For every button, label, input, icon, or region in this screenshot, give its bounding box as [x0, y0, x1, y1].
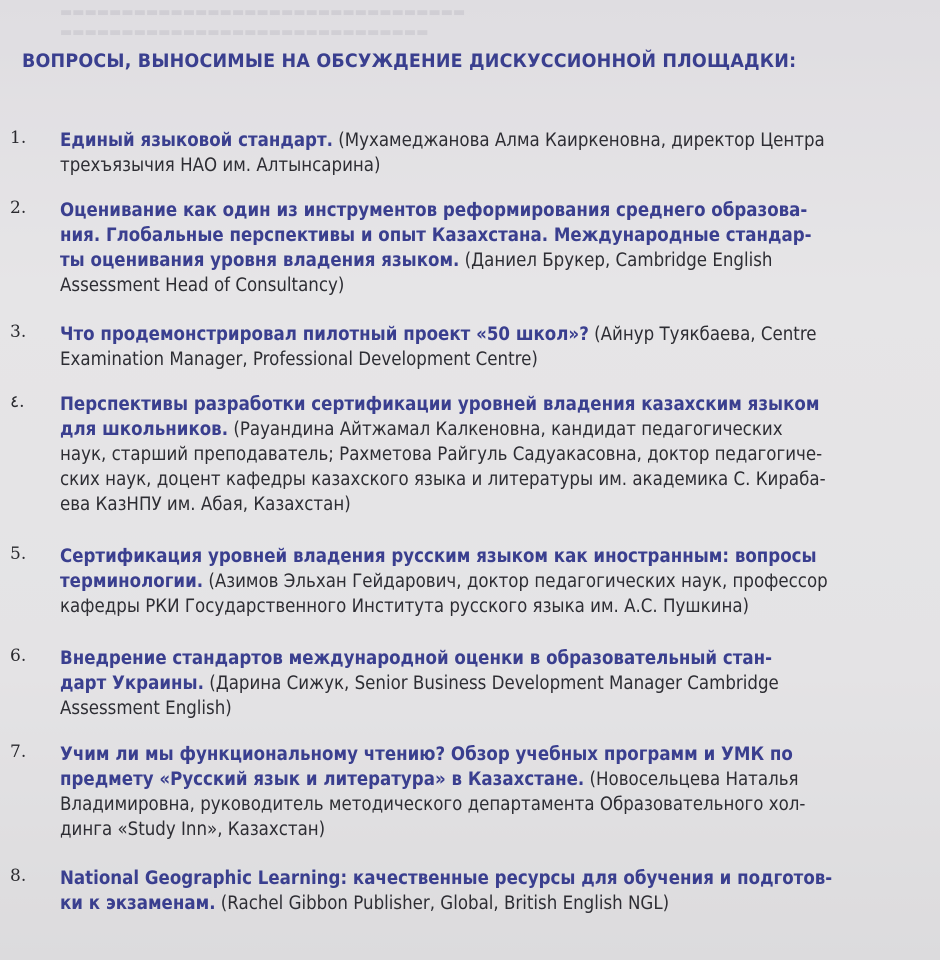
- speaker-info: (Новосельцева Наталья: [584, 769, 799, 790]
- topic-title: предмету «Русский язык и литература» в Казахстане.: [60, 769, 585, 790]
- speaker-info: (Айнур Туякбаева, Centre: [588, 324, 817, 345]
- show-through-text: ▬▬▬▬▬▬▬▬▬▬▬▬▬▬▬▬▬▬▬▬▬▬▬▬▬▬▬▬▬▬▬▬▬: [60, 5, 466, 20]
- topic-title: Что продемонстрировал пилотный проект «50 школ»?: [60, 324, 589, 345]
- text-line: [60, 646, 870, 671]
- text-line: [60, 248, 870, 273]
- text-line: [60, 492, 870, 517]
- item-number: 3.: [10, 322, 27, 342]
- item-text: [60, 392, 870, 517]
- item-number: 7.: [10, 742, 27, 762]
- text-line: [60, 866, 870, 891]
- section-heading: ВОПРОСЫ, ВЫНОСИМЫЕ НА ОБСУЖДЕНИЕ ДИСКУССИОННОЙ ПЛОЩАДКИ:: [22, 50, 797, 72]
- item-number: 1.: [10, 128, 27, 148]
- topic-title: дарт Украины.: [60, 673, 204, 694]
- text-line: [60, 417, 870, 442]
- text-line: [60, 544, 870, 569]
- speaker-info: Assessment English): [60, 698, 232, 719]
- text-line: [60, 817, 870, 842]
- item-number: 8.: [10, 866, 27, 886]
- item-text: [60, 646, 870, 721]
- topic-title: ты оценивания уровня владения языком.: [60, 250, 460, 271]
- speaker-info: Examination Manager, Professional Development Centre): [60, 349, 538, 370]
- speaker-info: (Азимов Эльхан Гейдарович, доктор педагогических наук, профессор: [203, 571, 828, 592]
- topic-title: Внедрение стандартов международной оценки в образовательный стан-: [60, 648, 773, 669]
- speaker-info: (Даниел Брукер, Cambridge English: [459, 250, 773, 271]
- text-line: [60, 792, 870, 817]
- text-line: [60, 891, 870, 916]
- topic-title: ния. Глобальные перспективы и опыт Казахстана. Международные стандар-: [60, 225, 812, 246]
- text-line: [60, 594, 870, 619]
- speaker-info: Владимировна, руководитель методического департамента Образовательного хол-: [60, 794, 806, 815]
- speaker-info: ева КазНПУ им. Абая, Казахстан): [60, 494, 351, 515]
- text-line: [60, 442, 870, 467]
- text-line: [60, 569, 870, 594]
- topic-title: для школьников.: [60, 419, 229, 440]
- topic-title: Учим ли мы функциональному чтению? Обзор учебных программ и УМК по: [60, 744, 793, 765]
- text-line: [60, 467, 870, 492]
- item-number: 5.: [10, 544, 27, 564]
- speaker-info: кафедры РКИ Государственного Института русского языка им. А.С. Пушкина): [60, 596, 750, 617]
- item-text: [60, 742, 870, 842]
- speaker-info: (Мухамеджанова Алма Каиркеновна, директор Центра: [332, 130, 825, 151]
- text-line: [60, 273, 870, 298]
- show-through-text: ▬▬▬▬▬▬▬▬▬▬▬▬▬▬▬▬▬▬▬▬▬▬▬▬▬▬▬▬▬▬: [60, 25, 429, 40]
- speaker-info: (Дарина Сижук, Senior Business Development Manager Cambridge: [203, 673, 779, 694]
- text-line: [60, 767, 870, 792]
- text-line: [60, 392, 870, 417]
- item-text: [60, 128, 870, 178]
- speaker-info: ских наук, доцент кафедры казахского языка и литературы им. академика С. Кираба-: [60, 469, 826, 490]
- item-text: [60, 866, 870, 916]
- text-line: [60, 696, 870, 721]
- speaker-info: трехъязычия НАО им. Алтынсарина): [60, 155, 381, 176]
- topic-title: Оценивание как один из инструментов реформирования среднего образова-: [60, 200, 808, 221]
- speaker-info: динга «Study Inn», Казахстан): [60, 819, 326, 840]
- text-line: [60, 322, 870, 347]
- item-number: ٤.: [10, 392, 25, 412]
- topic-title: National Geographic Learning: качественные ресурсы для обучения и подготов-: [60, 868, 833, 889]
- item-text: [60, 322, 870, 372]
- text-line: [60, 198, 870, 223]
- text-line: [60, 223, 870, 248]
- item-text: [60, 544, 870, 619]
- topic-title: ки к экзаменам.: [60, 893, 216, 914]
- speaker-info: наук, старший преподаватель; Рахметова Райгуль Садуакасовна, доктор педагогиче-: [60, 444, 823, 465]
- item-number: 2.: [10, 198, 27, 218]
- text-line: [60, 128, 870, 153]
- topic-title: Сертификация уровней владения русским языком как иностранным: вопросы: [60, 546, 817, 567]
- item-number: 6.: [10, 646, 27, 666]
- speaker-info: Assessment Head of Consultancy): [60, 275, 345, 296]
- text-line: [60, 153, 870, 178]
- item-text: [60, 198, 870, 298]
- topic-title: Единый языковой стандарт.: [60, 130, 333, 151]
- text-line: [60, 742, 870, 767]
- topic-title: Перспективы разработки сертификации уровней владения казахским языком: [60, 394, 820, 415]
- speaker-info: (Rachel Gibbon Publisher, Global, British English NGL): [215, 893, 670, 914]
- text-line: [60, 671, 870, 696]
- speaker-info: (Рауандина Айтжамал Калкеновна, кандидат педагогических: [228, 419, 783, 440]
- text-line: [60, 347, 870, 372]
- topic-title: терминологии.: [60, 571, 204, 592]
